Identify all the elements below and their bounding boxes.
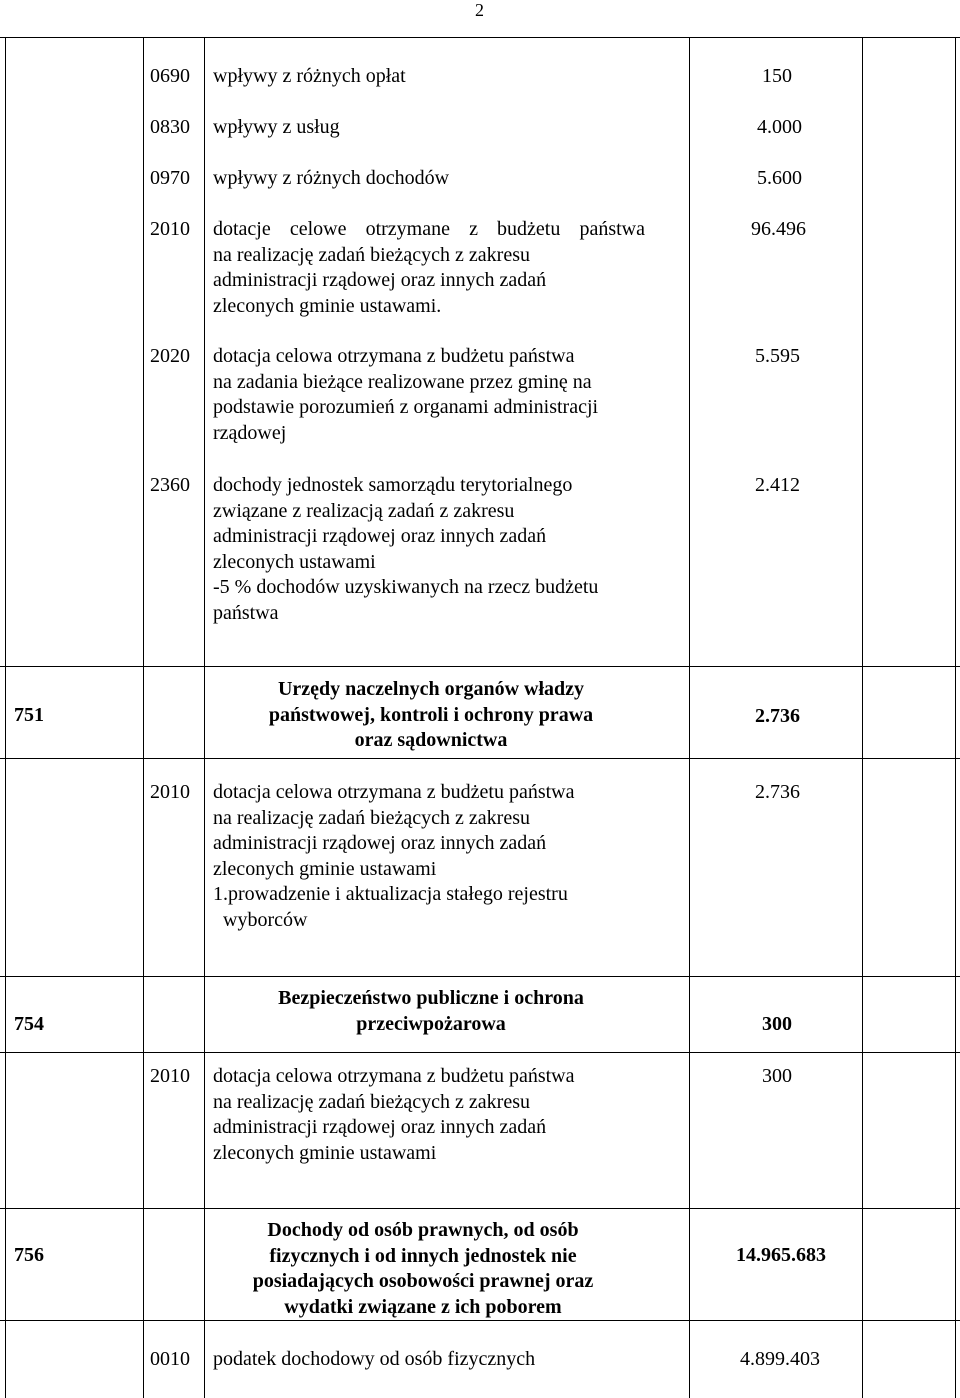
description-line: administracji rządowej oraz innych zadań [213,269,547,291]
description-line: zleconych ustawami [213,550,376,573]
row-amount: 5.595 [755,345,800,367]
column-divider-extra [862,37,863,1398]
description-line: administracji rządowej oraz innych zadań [213,1116,547,1138]
row-description [213,1347,683,1373]
row-amount: 4.000 [757,116,802,138]
classification-code: 2360 [150,474,190,496]
description-line: dochody jednostek samorządu terytorialnego [213,474,573,496]
description-line: -5 % dochodów uzyskiwanych na rzecz budżetu [213,576,599,598]
description-line: wpływy z usług [213,116,340,138]
section-title-line: Bezpieczeństwo publiczne i ochrona [278,987,584,1009]
description-line: wyborców [213,908,308,931]
section-title-line: posiadających osobowości prawnej oraz [252,1270,594,1292]
section-amount: 2.736 [755,705,800,727]
row-amount: 2.736 [755,781,800,803]
row-description [213,780,683,933]
classification-code: 2010 [150,781,190,803]
description-line: podstawie porozumień z organami administracji [213,396,599,418]
section-title-line: fizycznych i od innych jednostek nie [269,1244,577,1267]
description-line: wpływy z różnych dochodów [213,167,450,189]
row-amount: 96.496 [751,218,806,240]
column-divider-left [5,37,6,1398]
row-divider [0,1052,960,1053]
page-number: 2 [475,0,484,20]
classification-code: 2010 [150,218,190,240]
row-divider [0,666,960,667]
row-amount: 150 [762,65,792,87]
description-line: zleconych gminie ustawami [213,857,437,880]
section-number: 751 [14,704,44,726]
description-line: związane z realizacją zadań z zakresu [213,499,515,522]
classification-code: 0690 [150,65,190,87]
row-description [213,344,669,446]
row-amount: 2.412 [755,474,800,496]
row-amount: 4.899.403 [740,1348,820,1370]
section-title-line: państwowej, kontroli i ochrony prawa [268,703,594,726]
description-line: państwa [213,601,279,624]
description-line: dotacja celowa otrzymana z budżetu państwa [213,781,575,803]
description-line: administracji rządowej oraz innych zadań [213,832,547,854]
row-description [213,115,683,141]
description-line: na realizację zadań bieżących z zakresu [213,243,530,266]
description-line: na zadania bieżące realizowane przez gminę na [213,370,592,393]
description-line: na realizację zadań bieżących z zakresu [213,806,530,829]
row-divider [0,1208,960,1209]
description-line: 1.prowadzenie i aktualizacja stałego rejestru [213,883,568,905]
classification-code: 0830 [150,116,190,138]
section-title [196,986,666,1037]
row-description [213,473,683,626]
section-title [213,1218,633,1320]
row-divider [0,976,960,977]
description-line: wpływy z różnych opłat [213,65,406,87]
description-line: rządowej [213,421,287,444]
description-line: dotacje celowe otrzymane z budżetu państwa [213,218,645,240]
classification-code: 0970 [150,167,190,189]
section-amount: 300 [762,1013,792,1035]
column-divider-right [955,37,956,1398]
row-description [213,1064,683,1166]
description-line: zleconych gminie ustawami. [213,294,442,317]
row-amount: 300 [762,1065,792,1087]
section-amount: 14.965.683 [736,1244,826,1266]
row-divider [0,1320,960,1321]
row-description [213,166,683,192]
description-line: na realizację zadań bieżących z zakresu [213,1090,530,1113]
row-description [213,217,645,319]
section-title-line: Dochody od osób prawnych, od osób [267,1219,579,1241]
description-line: podatek dochodowy od osób fizycznych [213,1348,536,1370]
section-number: 756 [14,1244,44,1266]
description-line: dotacja celowa otrzymana z budżetu państwa [213,345,575,367]
section-number: 754 [14,1013,44,1035]
description-line: administracji rządowej oraz innych zadań [213,525,547,547]
section-title-line: wydatki związane z ich poborem [284,1295,562,1318]
description-line: zleconych gminie ustawami [213,1141,437,1164]
section-title [196,677,666,754]
section-title-line: Urzędy naczelnych organów władzy [277,678,585,700]
row-divider [0,758,960,759]
description-line: dotacja celowa otrzymana z budżetu państwa [213,1065,575,1087]
section-title-line: przeciwpożarowa [356,1012,506,1035]
classification-code: 0010 [150,1348,190,1370]
classification-code: 2020 [150,345,190,367]
table-top-border [0,37,960,38]
section-title-line: oraz sądownictwa [354,729,508,751]
row-description [213,64,683,90]
column-divider-code [143,37,144,1398]
row-amount: 5.600 [757,167,802,189]
classification-code: 2010 [150,1065,190,1087]
